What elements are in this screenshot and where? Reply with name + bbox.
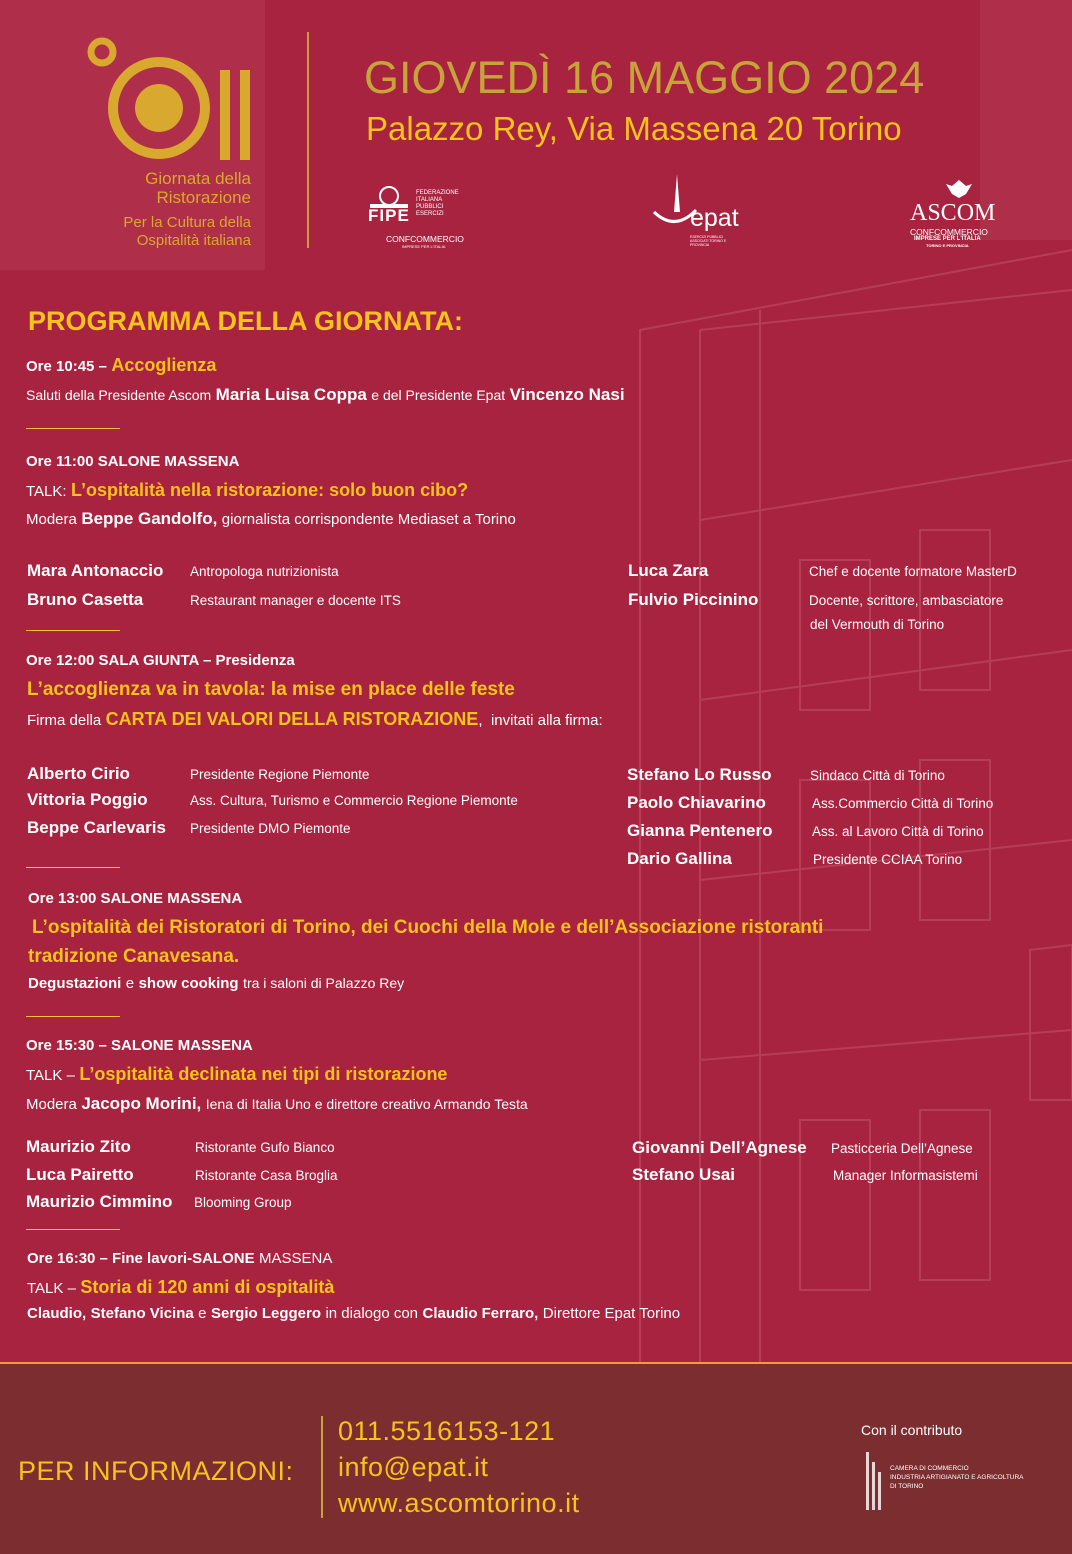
ascom-eagle-icon xyxy=(946,178,972,200)
speaker-role: Ristorante Gufo Bianco xyxy=(195,1140,335,1155)
session-4-desc xyxy=(28,975,404,993)
session-2-header xyxy=(26,480,468,501)
session-6-name-2: Stefano Vicina xyxy=(90,1305,194,1322)
session-2-title: L’ospitalità nella ristorazione: solo buon cibo? xyxy=(71,480,469,500)
session-6-name-1: Claudio, xyxy=(27,1305,87,1322)
speaker-name: Alberto Cirio xyxy=(27,764,130,783)
separator-3 xyxy=(26,867,120,868)
footer-divider xyxy=(321,1416,323,1518)
event-date: GIOVEDÌ 16 MAGGIO 2024 xyxy=(364,52,925,103)
speaker-name: Maurizio Zito xyxy=(26,1137,131,1156)
camera-commercio-emblem-icon xyxy=(864,1452,884,1510)
session-2-talk-label: TALK: xyxy=(26,483,67,500)
session-2-mod-label: Modera xyxy=(26,511,77,528)
speaker-role: Presidente CCIAA Torino xyxy=(813,852,963,867)
session-5-title: L’ospitalità declinata nei tipi di ristorazione xyxy=(79,1064,448,1084)
session-6-desc xyxy=(27,1305,680,1323)
giornata-ristorazione-logo xyxy=(86,34,256,164)
speaker-role: Antropologa nutrizionista xyxy=(190,564,339,579)
session-5-talk-label: TALK – xyxy=(26,1067,75,1084)
session-3-time: Ore 12:00 SALA GIUNTA – Presidenza xyxy=(26,652,295,669)
program-title: PROGRAMMA DELLA GIORNATA: xyxy=(28,306,463,336)
fipe-logo xyxy=(366,186,476,252)
logo-line-3: Per la Cultura della xyxy=(123,214,251,231)
logo-line-1: Giornata della xyxy=(145,169,251,188)
fipe-desc-2: ITALIANA xyxy=(416,197,443,203)
speaker-role: Chef e docente formatore MasterD xyxy=(809,564,1017,579)
speaker-name: Maurizio Cimmino xyxy=(26,1192,173,1211)
session-6-name-4: Claudio Ferraro, xyxy=(422,1305,539,1322)
separator-5 xyxy=(26,1229,120,1230)
speaker-name: Giovanni Dell’Agnese xyxy=(632,1138,807,1157)
fipe-name: FIPE xyxy=(368,206,410,225)
session-2-moderator xyxy=(26,509,516,529)
speaker-name: Vittoria Poggio xyxy=(27,790,148,809)
logo-line-4: Ospitalità italiana xyxy=(136,232,251,249)
ascom-sub-2: IMPRESE PER L'ITALIA xyxy=(914,236,981,242)
speaker-role: Ass.Commercio Città di Torino xyxy=(812,796,994,811)
session-6-desc-text-2: Direttore Epat Torino xyxy=(542,1305,681,1322)
camera-line-1: CAMERA DI COMMERCIO xyxy=(890,1465,969,1472)
session-5-header xyxy=(26,1064,447,1085)
session-3-title: L’accoglienza va in tavola: la mise en place delle feste xyxy=(27,679,515,700)
session-4-desc-e: e xyxy=(125,975,135,992)
footer-info-label: PER INFORMAZIONI: xyxy=(18,1456,294,1486)
session-3-desc-text-3: invitati alla firma: xyxy=(490,712,603,729)
session-4-show-cooking: show cooking xyxy=(138,975,239,992)
footer-website[interactable]: www.ascomtorino.it xyxy=(338,1488,580,1518)
session-4-title-line-2: tradizione Canavesana. xyxy=(28,946,240,967)
fipe-desc-4: ESERCIZI xyxy=(416,211,444,217)
session-4-time: Ore 13:00 SALONE MASSENA xyxy=(28,890,243,907)
session-3-desc-text-1: Firma della xyxy=(27,712,102,729)
session-6-time-line xyxy=(27,1250,332,1268)
separator-4 xyxy=(26,1016,120,1017)
session-6-title: Storia di 120 anni di ospitalità xyxy=(80,1277,335,1297)
fipe-confcommercio: CONFCOMMERCIO xyxy=(386,234,464,244)
separator-1 xyxy=(26,428,120,429)
session-6-time-room: MASSENA xyxy=(259,1250,333,1267)
epat-sub: ESERCIZI PUBBLICI ASSOCIATI TORINO E PROVINCIA xyxy=(690,235,727,247)
camera-commercio-logo xyxy=(864,1452,884,1510)
session-2-mod-role: giornalista corrispondente Mediaset a Torino xyxy=(221,511,516,528)
speaker-role: Blooming Group xyxy=(194,1195,292,1210)
session-1-desc-text-1: Saluti della Presidente Ascom xyxy=(26,387,212,403)
ascom-logo xyxy=(908,178,1012,252)
session-5-moderator xyxy=(26,1094,528,1114)
speaker-role-cont: del Vermouth di Torino xyxy=(810,617,945,632)
speaker-role: Ristorante Casa Broglia xyxy=(195,1168,338,1183)
speaker-name: Beppe Carlevaris xyxy=(27,818,166,837)
speaker-name: Paolo Chiavarino xyxy=(627,793,766,812)
speaker-role: Docente, scrittore, ambasciatore xyxy=(809,593,1004,608)
speaker-role: Restaurant manager e docente ITS xyxy=(190,593,401,608)
speaker-role: Presidente DMO Piemonte xyxy=(190,821,351,836)
session-2-mod-name: Beppe Gandolfo, xyxy=(81,509,218,528)
fipe-desc-3: PUBBLICI xyxy=(416,204,444,210)
speaker-name: Mara Antonaccio xyxy=(27,561,164,580)
session-1-time: Ore 10:45 – xyxy=(26,358,107,375)
speaker-name: Dario Gallina xyxy=(627,849,732,868)
header-divider xyxy=(307,32,309,248)
session-6-talk-label: TALK – xyxy=(27,1280,76,1297)
speaker-role: Sindaco Città di Torino xyxy=(810,768,945,783)
logo-line-2: Ristorazione xyxy=(156,188,251,207)
session-1-desc-text-2: e del Presidente Epat xyxy=(371,387,506,403)
footer-contrib-label: Con il contributo xyxy=(861,1422,963,1438)
session-5-time: Ore 15:30 – SALONE MASSENA xyxy=(26,1037,253,1054)
epat-name: epat xyxy=(690,204,739,232)
session-5-mod-name: Jacopo Morini, xyxy=(81,1094,202,1113)
session-5-mod-role: Iena di Italia Uno e direttore creativo Armando Testa xyxy=(205,1096,528,1112)
session-4-degustazioni: Degustazioni xyxy=(28,975,122,992)
speaker-name: Luca Zara xyxy=(628,561,709,580)
session-2-time: Ore 11:00 SALONE MASSENA xyxy=(26,453,240,470)
speaker-name: Stefano Lo Russo xyxy=(627,765,772,784)
speaker-name: Bruno Casetta xyxy=(27,590,144,609)
speaker-name: Luca Pairetto xyxy=(26,1165,134,1184)
session-4-title-line-1: L’ospitalità dei Ristoratori di Torino, dei Cuochi della Mole e dell’Associazione ristoranti xyxy=(32,917,824,938)
session-6-desc-text-1: in dialogo con xyxy=(325,1305,419,1322)
footer-phone[interactable]: 011.5516153-121 xyxy=(338,1416,556,1446)
ascom-sub-3: TORINO E PROVINCIA xyxy=(926,243,969,248)
session-1-name-2: Vincenzo Nasi xyxy=(509,385,625,404)
ascom-name: ASCOM xyxy=(910,200,996,226)
separator-2 xyxy=(26,630,120,631)
session-6-time: Ore 16:30 – Fine lavori-SALONE xyxy=(27,1250,255,1267)
speaker-role: Ass. Cultura, Turismo e Commercio Regione Piemonte xyxy=(190,793,518,808)
session-4-desc-text: tra i saloni di Palazzo Rey xyxy=(243,975,405,991)
session-1-title: Accoglienza xyxy=(111,355,217,375)
session-3-desc xyxy=(27,709,603,730)
event-venue: Palazzo Rey, Via Massena 20 Torino xyxy=(366,110,902,147)
camera-line-2: INDUSTRIA ARTIGIANATO E AGRICOLTURA xyxy=(890,1474,1024,1481)
speaker-name: Stefano Usai xyxy=(632,1165,735,1184)
speaker-name: Gianna Pentenero xyxy=(627,821,773,840)
footer xyxy=(0,1362,1072,1554)
session-5-mod-label: Modera xyxy=(26,1096,77,1113)
fipe-confcommercio-sub: IMPRESE PER L'ITALIA xyxy=(402,244,446,249)
speaker-role: Ass. al Lavoro Città di Torino xyxy=(812,824,984,839)
speaker-role: Manager Informasistemi xyxy=(833,1168,978,1183)
session-3-desc-comma: , xyxy=(478,712,483,729)
session-1-desc xyxy=(26,385,625,405)
ascom-confcommercio: CONFCOMMERCIO xyxy=(910,227,988,237)
epat-logo xyxy=(650,172,745,252)
session-6-header xyxy=(27,1277,334,1298)
speaker-name: Fulvio Piccinino xyxy=(628,590,759,609)
session-6-desc-e: e xyxy=(198,1305,207,1322)
session-1-header xyxy=(26,355,216,376)
footer-email[interactable]: info@epat.it xyxy=(338,1452,489,1482)
session-1-name-1: Maria Luisa Coppa xyxy=(215,385,367,404)
fipe-desc-1: FEDERAZIONE xyxy=(416,190,459,196)
speaker-role: Pasticceria Dell’Agnese xyxy=(831,1141,973,1156)
speaker-role: Presidente Regione Piemonte xyxy=(190,767,370,782)
session-6-name-3: Sergio Leggero xyxy=(210,1305,321,1322)
camera-line-3: DI TORINO xyxy=(890,1483,924,1490)
session-3-carta: CARTA DEI VALORI DELLA RISTORAZIONE xyxy=(105,709,479,729)
